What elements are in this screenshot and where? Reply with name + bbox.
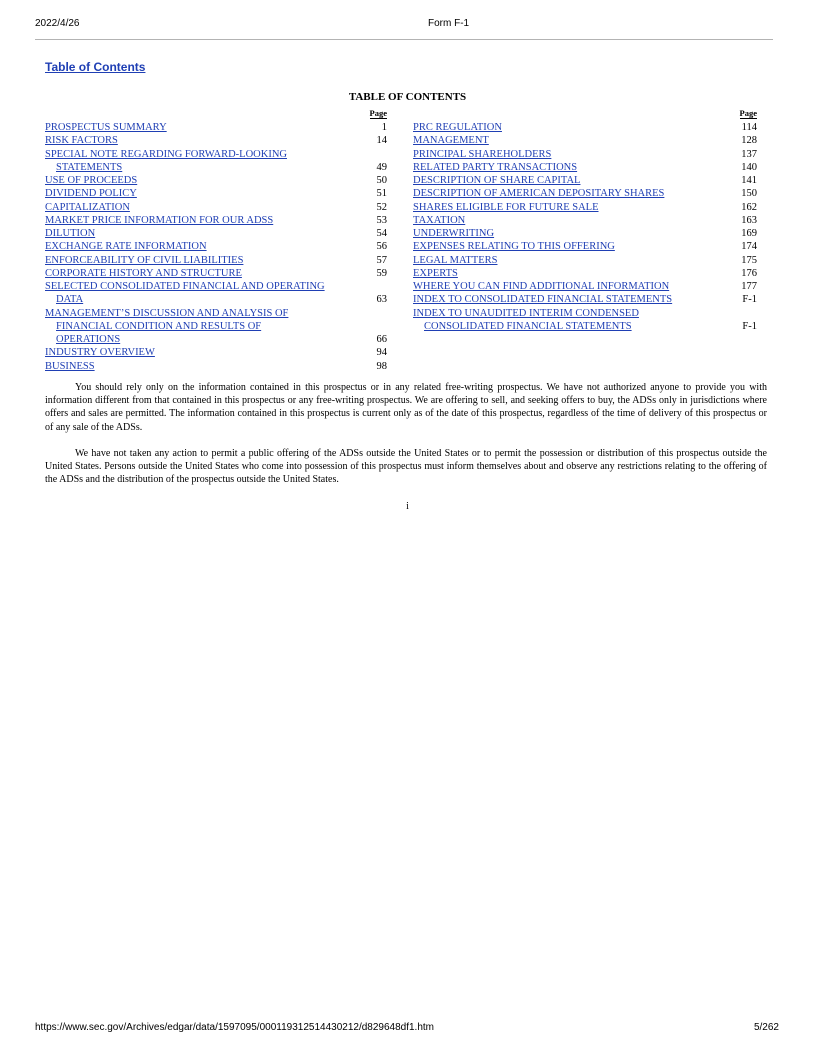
- toc-entry-page: 174: [741, 241, 757, 253]
- toc-entry: [413, 267, 757, 280]
- toc-entry: [45, 307, 387, 320]
- toc-entry-page: 140: [741, 161, 757, 173]
- toc-entry-link[interactable]: MANAGEMENT: [413, 135, 489, 147]
- toc-entry-page: F-1: [742, 294, 757, 306]
- toc-entry-link[interactable]: INDEX TO CONSOLIDATED FINANCIAL STATEMENTS: [413, 294, 673, 306]
- footer-page-count: 5/262: [753, 1022, 779, 1033]
- disclaimer-paragraph: You should rely only on the information contained in this prospectus or in any related free-writing prospectus. We have not authorized anyone to provide you with information different from that contained in this prospectus or any free-writing prospectus. We are offering to sell, and seeking offers to buy, the ADSs only in jurisdictions where offers and sales are permitted. The information contained in this prospectus is current only as of the date of this prospectus, regardless of the time of delivery of this prospectus or of any sale of the ADSs.: [45, 382, 767, 433]
- toc-entry: [413, 148, 757, 161]
- toc-entry: [413, 214, 757, 227]
- toc-entry-link[interactable]: CORPORATE HISTORY AND STRUCTURE: [45, 267, 242, 279]
- toc-entry-link[interactable]: INDUSTRY OVERVIEW: [45, 347, 155, 359]
- footer-url: https://www.sec.gov/Archives/edgar/data/1597095/000119312514430212/d829648df1.htm: [35, 1022, 434, 1033]
- toc-entry-link[interactable]: EXPENSES RELATING TO THIS OFFERING: [413, 241, 615, 253]
- toc-entry: [413, 280, 757, 293]
- toc-entry-page: 59: [376, 267, 387, 279]
- toc-entry: [413, 161, 757, 174]
- toc-entry-page: 49: [376, 161, 387, 173]
- page-number: i: [406, 501, 409, 512]
- toc-entry: [413, 240, 757, 253]
- toc-entry: [45, 333, 387, 346]
- toc-left-column: [45, 108, 387, 373]
- toc-entry: [413, 174, 757, 187]
- toc-heading: TABLE OF CONTENTS: [348, 91, 467, 103]
- toc-entry-link[interactable]: EXCHANGE RATE INFORMATION: [45, 241, 207, 253]
- toc-entry: [45, 346, 387, 359]
- toc-entry: [413, 293, 757, 306]
- toc-entry-link[interactable]: CAPITALIZATION: [45, 201, 130, 213]
- toc-entry-page: 98: [376, 360, 387, 372]
- toc-entry-page: 57: [376, 254, 387, 266]
- toc-entry-link[interactable]: RELATED PARTY TRANSACTIONS: [413, 161, 578, 173]
- toc-entry-link[interactable]: TAXATION: [413, 214, 466, 226]
- toc-entry: [45, 148, 387, 161]
- toc-entry-link[interactable]: RISK FACTORS: [45, 135, 118, 147]
- toc-entry: [45, 360, 387, 373]
- toc-entry-link[interactable]: ENFORCEABILITY OF CIVIL LIABILITIES: [45, 254, 244, 266]
- toc-entry: [45, 121, 387, 134]
- toc-entry-link[interactable]: UNDERWRITING: [413, 228, 495, 239]
- toc-entry: [45, 240, 387, 253]
- toc-entry-page: 141: [741, 175, 757, 186]
- print-title: Form F-1: [428, 18, 470, 29]
- toc-entry: [45, 280, 387, 293]
- toc-entry-link[interactable]: CONSOLIDATED FINANCIAL STATEMENTS: [424, 320, 632, 332]
- toc-entry-page: 54: [376, 228, 387, 239]
- toc-entry-page: 1: [381, 122, 387, 133]
- toc-entry: [413, 134, 757, 147]
- toc-entry-page: 175: [741, 254, 757, 266]
- toc-entry-page: 162: [741, 201, 757, 213]
- toc-entry: [45, 214, 387, 227]
- toc-entry-page: 128: [741, 135, 757, 147]
- toc-entry-page: 137: [741, 148, 757, 160]
- toc-entry-link[interactable]: SPECIAL NOTE REGARDING FORWARD-LOOKING: [45, 148, 287, 160]
- toc-entry-page: 169: [741, 228, 757, 239]
- toc-entry-link[interactable]: DIVIDEND POLICY: [45, 188, 137, 200]
- print-date: 2022/4/26: [35, 18, 80, 29]
- toc-entry: [45, 161, 387, 174]
- toc-entry: [413, 227, 757, 240]
- toc-entry-link[interactable]: SELECTED CONSOLIDATED FINANCIAL AND OPERATING: [45, 281, 325, 292]
- toc-entry-page: 66: [376, 334, 387, 345]
- toc-entry: [45, 134, 387, 147]
- toc-entry-page: 114: [741, 122, 757, 133]
- toc-entry: [413, 201, 757, 214]
- toc-entry-page: 50: [376, 175, 387, 186]
- toc-entry-page: 14: [376, 135, 387, 147]
- toc-entry: [45, 293, 387, 306]
- toc-entry-link[interactable]: MARKET PRICE INFORMATION FOR OUR ADSS: [45, 214, 274, 226]
- toc-entry-link[interactable]: PRC REGULATION: [413, 122, 502, 133]
- toc-entry-link[interactable]: WHERE YOU CAN FIND ADDITIONAL INFORMATION: [413, 281, 670, 292]
- toc-entry-page: 176: [741, 267, 757, 279]
- toc-entry-page: 63: [376, 294, 387, 306]
- toc-entry-page: 56: [376, 241, 387, 253]
- toc-entry-link[interactable]: DATA: [56, 294, 84, 306]
- toc-entry-link[interactable]: MANAGEMENT’S DISCUSSION AND ANALYSIS OF: [45, 307, 289, 319]
- toc-entry: [413, 320, 757, 333]
- toc-entry-link[interactable]: EXPERTS: [413, 267, 458, 279]
- toc-entry-link[interactable]: OPERATIONS: [56, 334, 121, 345]
- toc-entry: [45, 187, 387, 200]
- toc-entry-page: 177: [741, 281, 757, 292]
- toc-entry-page: 51: [376, 188, 387, 200]
- toc-entry: [45, 267, 387, 280]
- toc-entry-link[interactable]: INDEX TO UNAUDITED INTERIM CONDENSED: [413, 307, 639, 319]
- toc-entry-link[interactable]: PROSPECTUS SUMMARY: [45, 122, 167, 133]
- toc-entry-link[interactable]: PRINCIPAL SHAREHOLDERS: [413, 148, 552, 160]
- toc-entry: [413, 307, 757, 320]
- toc-entry-link[interactable]: FINANCIAL CONDITION AND RESULTS OF: [56, 320, 262, 332]
- toc-entry-page: 53: [376, 214, 387, 226]
- toc-entry-link[interactable]: USE OF PROCEEDS: [45, 175, 138, 186]
- toc-entry-link[interactable]: DESCRIPTION OF AMERICAN DEPOSITARY SHARES: [413, 188, 665, 200]
- toc-entry-link[interactable]: LEGAL MATTERS: [413, 254, 498, 266]
- toc-entry-link[interactable]: SHARES ELIGIBLE FOR FUTURE SALE: [413, 201, 599, 213]
- page-column-header: Page: [739, 108, 757, 118]
- toc-entry-link[interactable]: DILUTION: [45, 228, 96, 239]
- toc-entry: [45, 320, 387, 333]
- toc-entry-link[interactable]: STATEMENTS: [56, 161, 123, 173]
- table-of-contents-link[interactable]: Table of Contents: [45, 60, 146, 74]
- toc-entry: [45, 227, 387, 240]
- toc-entry-link[interactable]: DESCRIPTION OF SHARE CAPITAL: [413, 175, 581, 186]
- toc-entry-page: 52: [376, 201, 387, 213]
- toc-entry: [45, 174, 387, 187]
- toc-entry: [413, 254, 757, 267]
- header-divider: [35, 39, 773, 40]
- toc-right-column: [413, 108, 757, 333]
- toc-entry-link[interactable]: BUSINESS: [45, 360, 95, 372]
- toc-entry-page: F-1: [742, 320, 757, 332]
- toc-entry: [45, 254, 387, 267]
- page-column-header: Page: [369, 108, 387, 118]
- toc-entry-page: 94: [376, 347, 387, 359]
- toc-entry: [45, 201, 387, 214]
- toc-entry-page: 163: [741, 214, 757, 226]
- offering-restriction-paragraph: We have not taken any action to permit a public offering of the ADSs outside the United States or to permit the possession or distribution of this prospectus outside the United States. Persons outside the United States who come into possession of this prospectus must inform themselves about and observe any restrictions relating to the offering of the ADSs and the distribution of the prospectus outside the United States.: [45, 448, 767, 486]
- toc-entry: [413, 187, 757, 200]
- toc-entry-page: 150: [741, 188, 757, 200]
- toc-entry: [413, 121, 757, 134]
